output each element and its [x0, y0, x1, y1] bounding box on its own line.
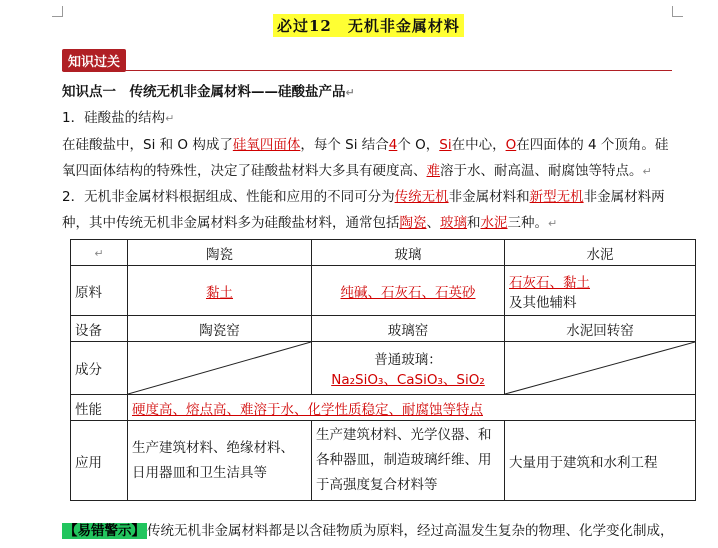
table-cell: 水泥回转窑: [505, 316, 696, 342]
answer-blank: 硅氧四面体: [232, 137, 301, 153]
materials-table: [70, 239, 696, 501]
table-cell: 大量用于建筑和水利工程: [505, 421, 696, 501]
section-badge: 知识过关: [62, 49, 126, 72]
text: 个 O，: [397, 137, 440, 153]
answer-blank: 陶瓷: [399, 215, 427, 231]
cell-text: 普通玻璃：: [374, 352, 442, 368]
section-heading-text: 知识点一 传统无机非金属材料——硅酸盐产品: [62, 84, 346, 100]
row-label: 应用: [71, 421, 128, 501]
table-cell: [505, 266, 696, 316]
text: 在硅酸盐中，Si 和 O 构成了: [62, 137, 233, 153]
section-heading: 知识点一 传统无机非金属材料——硅酸盐产品↵: [62, 84, 355, 100]
warning-text: 传统无机非金属材料都是以含硅物质为原料，经过高温发生复杂的物理、化学变化制成，: [147, 523, 674, 539]
text: 种，其中传统无机非金属材料多为硅酸盐材料，通常包括: [62, 215, 400, 231]
table-header-cell: 水泥: [505, 240, 696, 266]
table-cell: 陶瓷窑: [128, 316, 312, 342]
text: 2．无机非金属材料根据组成、性能和应用的不同可分为: [62, 189, 395, 205]
p1-line2: 氧四面体结构的特殊性，决定了硅酸盐材料大多具有硬度高、难溶于水、耐高温、耐腐蚀等特点。↵: [62, 163, 652, 179]
table-cell: 生产建筑材料、绝缘材料、日用器皿和卫生洁具等: [128, 421, 312, 501]
answer-blank: Na₂SiO₃、CaSiO₃、SiO₂: [331, 372, 485, 388]
answer-blank: 玻璃: [440, 215, 467, 231]
table-header-cell: ↵: [71, 240, 128, 266]
answer-blank: O: [505, 137, 517, 153]
answer-blank: 4: [388, 137, 398, 153]
p2-line1: [62, 185, 665, 205]
p1-heading: 1．硅酸盐的结构↵: [62, 110, 175, 126]
row-label: 设备: [71, 316, 128, 342]
text: 非金属材料和: [448, 189, 530, 205]
answer-blank: 水泥: [480, 215, 508, 231]
answer-blank: Si: [439, 137, 452, 153]
p1-heading-text: 1．硅酸盐的结构: [62, 110, 166, 126]
p2-line2: 种，其中传统无机非金属材料多为硅酸盐材料，通常包括陶瓷、玻璃和水泥三种。↵: [62, 215, 558, 231]
table-row: [71, 342, 696, 395]
text: ，每个 Si 结合: [300, 137, 389, 153]
p1-line1: [62, 133, 668, 153]
text: 、: [426, 215, 440, 231]
text: 溶于水、耐高温、耐腐蚀等特点。: [440, 163, 643, 179]
table-header-row: [71, 240, 696, 266]
row-label: 原料: [71, 266, 128, 316]
answer-blank: 传统无机: [394, 189, 449, 205]
answer-blank: 石灰石、黏土: [509, 274, 590, 291]
text: 在中心，: [451, 137, 506, 153]
warning-line: [62, 519, 674, 539]
text: 和: [467, 215, 481, 231]
table-cell: [312, 342, 505, 395]
table-row: [71, 421, 696, 501]
row-label: 成分: [71, 342, 128, 395]
table-cell: [128, 266, 312, 316]
table-cell-empty: [128, 342, 312, 395]
text: 三种。: [507, 215, 548, 231]
answer-blank: 难: [426, 163, 440, 179]
badge-divider: [62, 70, 672, 71]
corner-mark-left: [52, 6, 63, 17]
diagonal-line: [128, 342, 311, 394]
answer-blank: 硬度高、熔点高、难溶于水、化学性质稳定、耐腐蚀等特点: [132, 401, 483, 418]
text: 氧四面体结构的特殊性，决定了硅酸盐材料大多具有硬度高、: [62, 163, 427, 179]
answer-blank: 黏土: [206, 284, 233, 301]
diagonal-line: [505, 342, 695, 394]
page-title: 必过12 无机非金属材料: [273, 14, 464, 37]
row-label: 性能: [71, 395, 128, 421]
table-cell-empty: [505, 342, 696, 395]
warning-label: 【易错警示】: [64, 523, 145, 539]
table-row: [71, 266, 696, 316]
table-header-cell: 玻璃: [312, 240, 505, 266]
table-row: [71, 316, 696, 342]
text: 非金属材料两: [583, 189, 665, 205]
answer-blank: 新型无机: [529, 189, 584, 205]
answer-blank: 纯碱、石灰石、石英砂: [340, 284, 476, 301]
text: 在四面体的 4 个顶角。硅: [516, 137, 669, 153]
table-row: [71, 395, 696, 421]
table-cell: [312, 266, 505, 316]
table-cell: [128, 395, 696, 421]
corner-mark-right: [672, 6, 683, 17]
cell-text: 及其他辅料: [509, 294, 577, 311]
table-cell: 玻璃窑: [312, 316, 505, 342]
table-header-cell: 陶瓷: [128, 240, 312, 266]
table-cell: 生产建筑材料、光学仪器、和各种器皿，制造玻璃纤维、用于高强度复合材料等: [312, 421, 505, 501]
